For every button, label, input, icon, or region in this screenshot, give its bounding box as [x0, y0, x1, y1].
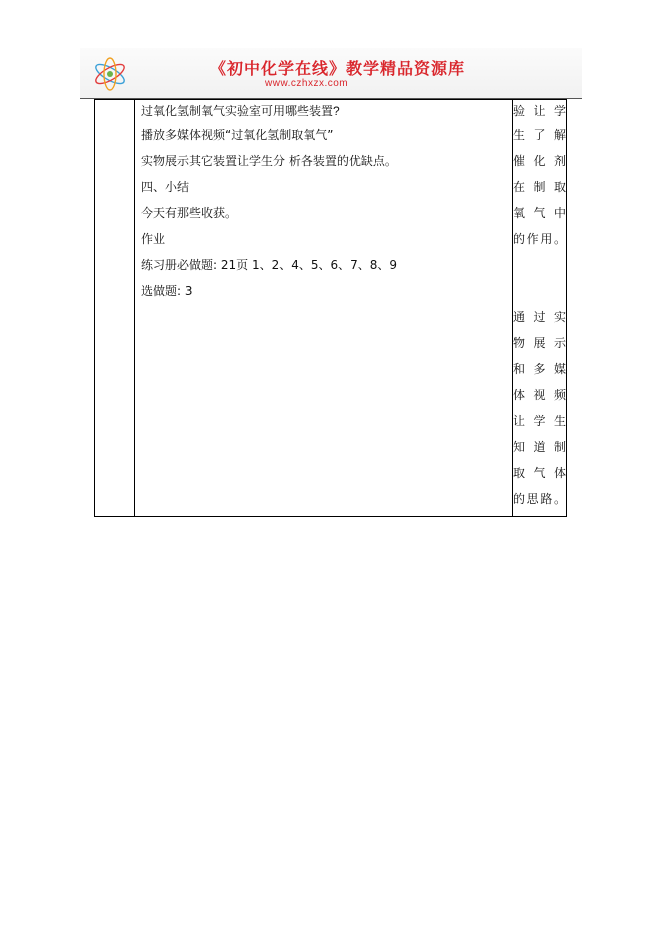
note-line: 的思路。: [513, 492, 566, 506]
banner-title: 《初中化学在线》教学精品资源库: [210, 59, 466, 78]
content-line: 作业: [141, 232, 166, 246]
lesson-table: [94, 99, 567, 517]
content-line: 播放多媒体视频“过氧化氢制取氧气”: [141, 128, 334, 142]
note-line: 氧 气 中: [513, 206, 566, 220]
logo-icon: [88, 54, 132, 94]
note-gap: [513, 252, 566, 278]
table-row: [95, 100, 567, 517]
note-line: 知 道 制: [513, 440, 566, 454]
empty-cell: [95, 100, 135, 517]
content-line: 实物展示其它装置让学生分 析各装置的优缺点。: [141, 154, 397, 168]
note-line: 催 化 剂: [513, 154, 566, 168]
content-line: 四、小结: [141, 180, 190, 194]
note-line: 让 学 生: [513, 414, 566, 428]
note-line: 和 多 媒: [513, 362, 566, 376]
note-line: 体 视 频: [513, 388, 566, 402]
notes-cell: [513, 100, 567, 517]
content-cell: [135, 100, 513, 517]
note-line: 的作用。: [513, 232, 566, 246]
header-banner: [80, 48, 582, 98]
note-line: 在 制 取: [513, 180, 566, 194]
note-line: 取 气 体: [513, 466, 566, 480]
note-line: 通 过 实: [513, 310, 566, 324]
banner-url: www.czhxzx.com: [265, 78, 349, 89]
content-line: 练习册必做题: 21页 1、2、4、5、6、7、8、9: [141, 258, 398, 272]
content-line: 过氧化氢制氧气实验室可用哪些装置?: [141, 104, 340, 118]
note-line: 验 让 学: [513, 104, 566, 118]
content-line: 今天有那些收获。: [141, 206, 238, 220]
note-line: 物 展 示: [513, 336, 566, 350]
note-gap: [513, 278, 566, 304]
note-line: 生 了 解: [513, 128, 566, 142]
content-line: 选做题: 3: [141, 284, 193, 298]
